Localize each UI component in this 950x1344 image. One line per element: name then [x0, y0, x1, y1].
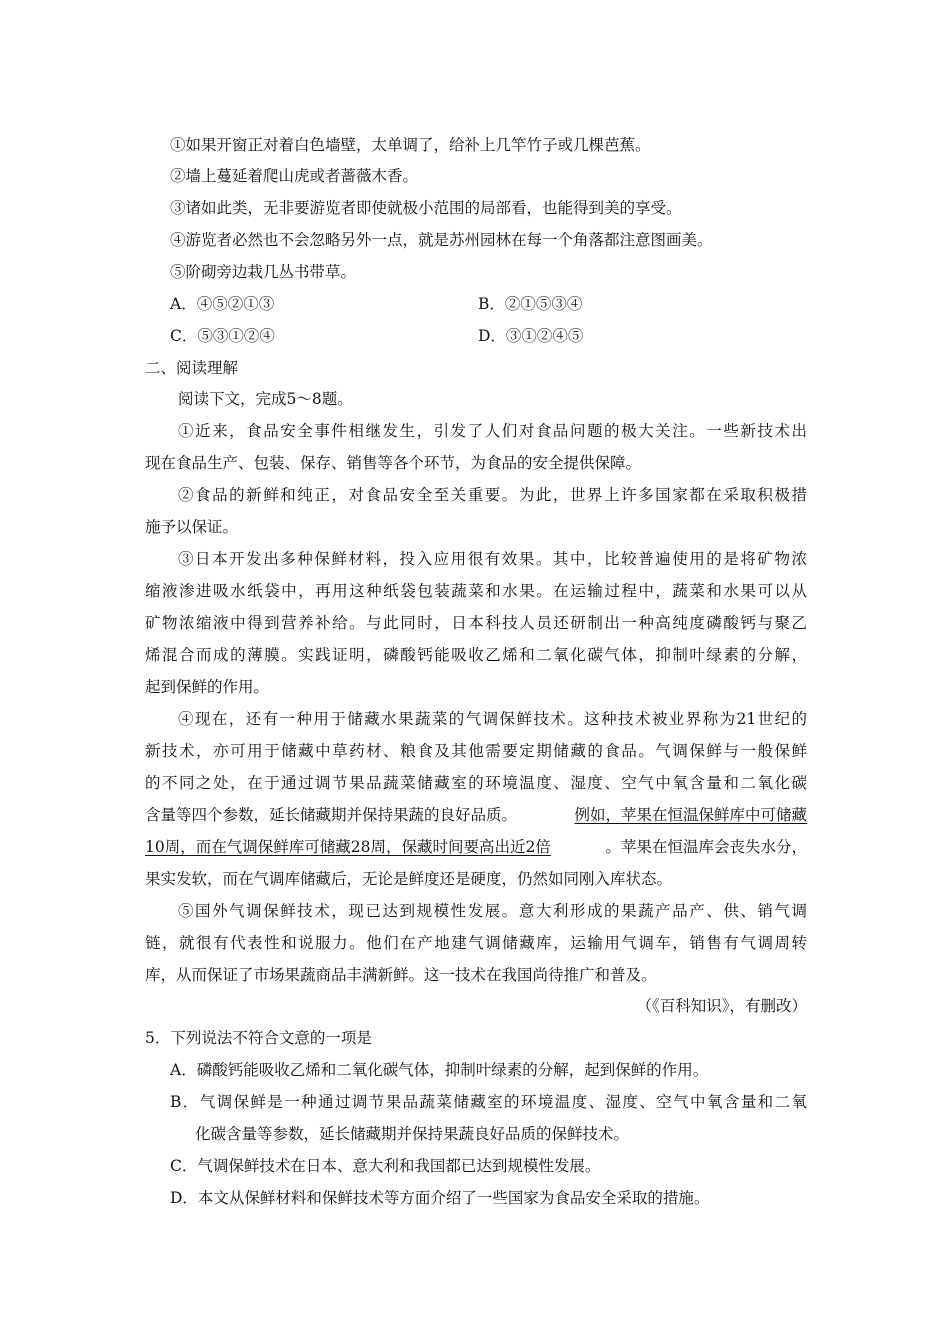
- para1-line2: 现在食品生产、包装、保存、销售等各个环节，为食品的安全提供保障。: [145, 454, 642, 472]
- para3-line1: ③日本开发出多种保鲜材料，投入应用很有效果。其中，比较普遍使用的是将矿物浓: [178, 550, 807, 568]
- underlined-example-part1: 例如，苹果在恒温保鲜库中可储藏: [574, 806, 807, 824]
- source-citation: （《百科知识》，有删改）: [636, 997, 807, 1015]
- q4-sentence-4: ④游览者必然也不会忽略另外一点，就是苏州园林在每一个角落都注意图画美。: [170, 231, 713, 249]
- para4-line5: [145, 837, 807, 857]
- q5-option-c: C．气调保鲜技术在日本、意大利和我国都已达到规模性发展。: [170, 1157, 601, 1175]
- para3-line4: 烯混合而成的薄膜。实践证明，磷酸钙能吸收乙烯和二氧化碳气体，抑制叶绿素的分解，: [145, 646, 807, 664]
- q4-sentence-3: ③诸如此类，无非要游览者即使就极小范围的局部看，也能得到美的享受。: [170, 199, 682, 217]
- q5-option-a: A．磷酸钙能吸收乙烯和二氧化碳气体，抑制叶绿素的分解，起到保鲜的作用。: [170, 1061, 709, 1079]
- para3-line3: 矿物浓缩液中得到营养补给。与此同时，日本科技人员还研制出一种高纯度磷酸钙与聚乙: [145, 614, 807, 632]
- underlined-example-part2: 10周，而在气调保鲜库可储藏28周，保藏时间要高出近2倍: [145, 838, 551, 856]
- q4-option-c: C．⑤③①②④: [170, 327, 275, 345]
- para4-line2: 新技术，亦可用于储藏中草药材、粮食及其他需要定期储藏的食品。气调保鲜与一般保鲜: [145, 742, 807, 760]
- para4-line4-plain: 含量等四个参数，延长储藏期并保持果蔬的良好品质。: [145, 806, 518, 824]
- para4-line4: [145, 805, 807, 825]
- q5-option-b-line1: B．气调保鲜是一种通过调节果品蔬菜储藏室的环境温度、湿度、空气中氧含量和二氧: [170, 1093, 807, 1111]
- q4-sentence-5: ⑤阶砌旁边栽几丛书带草。: [170, 263, 357, 281]
- q4-sentence-2: ②墙上蔓延着爬山虎或者蔷薇木香。: [170, 167, 419, 185]
- para5-line1: ⑤国外气调保鲜技术，现已达到规模性发展。意大利形成的果蔬产品产、供、销气调: [178, 902, 807, 920]
- para4-line1: ④现在，还有一种用于储藏水果蔬菜的气调保鲜技术。这种技术被业界称为21世纪的: [178, 710, 807, 728]
- q5-option-d: D．本文从保鲜材料和保鲜技术等方面介绍了一些国家为食品安全采取的措施。: [170, 1189, 710, 1207]
- para2-line1: ②食品的新鲜和纯正，对食品安全至关重要。为此，世界上许多国家都在采取积极措: [178, 486, 807, 504]
- q4-sentence-1: ①如果开窗正对着白色墙壁，太单调了，给补上几竿竹子或几棵芭蕉。: [170, 136, 651, 154]
- section-heading: 二、阅读理解: [145, 359, 239, 377]
- q4-option-d: D．③①②④⑤: [478, 327, 584, 345]
- para4-line3: 的不同之处，在于通过调节果品蔬菜储藏室的环境温度、湿度、空气中氧含量和二氧化碳: [145, 774, 807, 792]
- para4-line5-plain: 。苹果在恒温库会丧失水分，: [605, 838, 807, 856]
- q4-option-a: A．④⑤②①③: [170, 295, 275, 313]
- para3-line2: 缩液渗进吸水纸袋中，再用这种纸袋包装蔬菜和水果。在运输过程中，蔬菜和水果可以从: [145, 582, 807, 600]
- q5-stem: 5．下列说法不符合文意的一项是: [145, 1029, 372, 1047]
- q5-option-b-line2: 化碳含量等参数，延长储藏期并保持果蔬良好品质的保鲜技术。: [195, 1125, 630, 1143]
- para5-line2: 链，就很有代表性和说服力。他们在产地建气调储藏库，运输用气调车，销售有气调周转: [145, 934, 807, 952]
- para4-line6: 果实发软，而在气调库储藏后，无论是鲜度还是硬度，仍然如同刚入库状态。: [145, 870, 673, 888]
- para1-line1: ①近来，食品安全事件相继发生，引发了人们对食品问题的极大关注。一些新技术出: [178, 422, 807, 440]
- para2-line2: 施予以保证。: [145, 518, 239, 536]
- para5-line3: 库，从而保证了市场果蔬商品丰满新鲜。这一技术在我国尚待推广和普及。: [145, 966, 657, 984]
- q4-option-b: B．②①⑤③④: [478, 295, 583, 313]
- para3-line5: 起到保鲜的作用。: [145, 678, 270, 696]
- reading-intro: 阅读下文，完成5～8题。: [178, 390, 353, 408]
